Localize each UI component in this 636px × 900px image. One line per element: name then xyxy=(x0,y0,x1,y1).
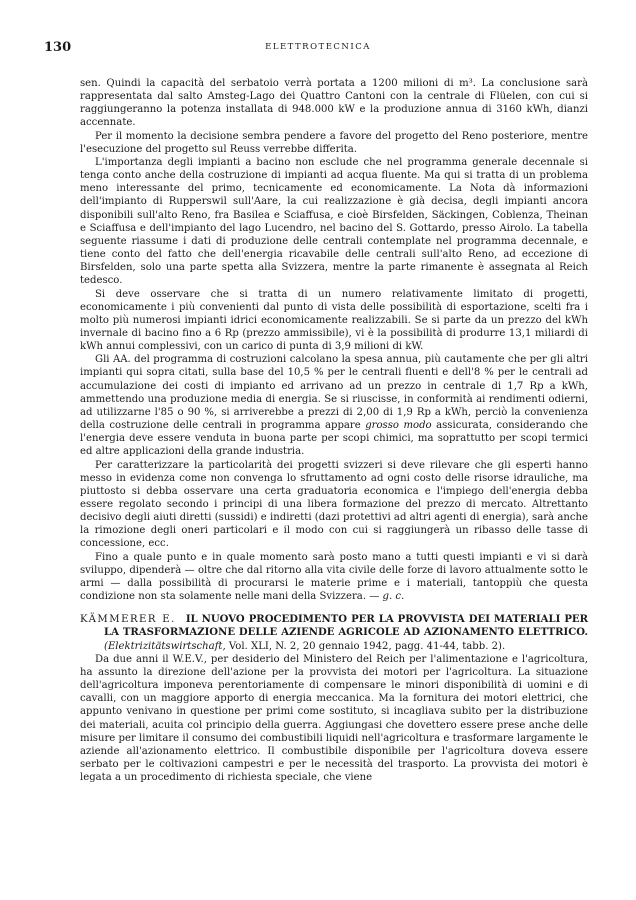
abstract-entry xyxy=(80,613,588,784)
article-body xyxy=(80,77,588,784)
running-title: ELETTROTECNICA xyxy=(265,42,371,52)
paragraph xyxy=(80,353,588,458)
paragraph: Per caratterizzare la particolarità dei progetti svizzeri si deve rilevare che gli esperti hanno messo in evidenza come non convenga lo sfruttamento ad ogni costo delle risorse idrauliche, ma piuttosto si debba osservare una certa graduatoria economica e l'impiego dell'energia debba essere regolato secondo i principi di una libera formazione del prezzo di mercato. Altrettanto decisivo degli aiuti diretti (sussidi) e indiretti (dazi protettivi ad altri agenti di energia), sarà anche la rimozione degli oneri particolari e il modo con cui si raggiungerà un ribasso delle tasse di concessione, ecc. xyxy=(80,459,588,550)
paragraph: Si deve osservare che si tratta di un numero relativamente limitato di progetti, economicamente i più convenienti dal punto di vista delle possibilità di esportazione, scelti fra i molto più numerosi impianti idrici economicamente realizzabili. Se si parte da un prezzo del kWh invernale di bacino fino a 6 Rp (prezzo ammissibile), vi è la possibilità di produrre 13,1 miliardi di kWh annui complessivi, con un carico di punta di 3,9 milioni di kW. xyxy=(80,288,588,353)
paragraph-text: Gli AA. del programma di costruzioni calcolano la spesa annua, più cautamente che per gli altri impianti qui sopra citati, sulla base del 10,5 % per le centrali fluenti e dell'8 % per le centrali ad accumulazione dei costi di impianto ed arrivano ad un prezzo in centrale di 1,7 Rp a kWh, ammettendo una produzione media di energia. Se si riuscisse, in conformità ai rendimenti odierni, ad utilizzarne l'85 o 90 %, si arriverebbe a prezzi di 2,00 di 1,9 Rp a kWh, perciò la convenienza della costruzione delle centrali in programma appare xyxy=(80,354,588,432)
paragraph-text: assicurata, considerando che l'energia deve essere venduta in buona parte per scopi chimici, ma soprattutto per scopi termici ed altre applicazioni della grande industria. xyxy=(80,420,588,458)
entry-author: KÄMMERER E. xyxy=(80,614,176,626)
entry-body: Da due anni il W.E.V., per desiderio del Ministero del Reich per l'alimentazione e l'agricoltura, ha assunto la direzione dell'azione per la provvista dei motori per l'agricoltura. La situazione dell'agricoltura imponeva perentoriamente di compensare le minori disponibilità di uomini e di cavalli, con un maggiore apporto di energia meccanica. Ma la fornitura dei motori elettrici, che appunto venivano in questione per primi come sostituto, si incagliava subito per la distribuzione dei materiali, acuita col principio della guerra. Aggiungasi che dovettero essere prese anche delle misure per limitare il consumo dei combustibili liquidi nell'agricoltura e trasformare largamente le aziende all'azionamento elettrico. Il combustibile disponibile per l'agricoltura doveva essere serbato per le coltivazioni campestri e per le necessità del trasporto. La provvista dei motori è legata a un procedimento di richiesta speciale, che viene xyxy=(80,653,588,784)
entry-title: IL NUOVO PROCEDIMENTO PER LA PROVVISTA DEI MATERIALI PER LA TRASFORMAZIONE DELLE AZIENDE AGRICOLE AD AZIONAMENTO ELETTRICO. xyxy=(104,614,588,639)
paragraph xyxy=(80,551,588,604)
entry-details: Vol. XLI, N. 2, 20 gennaio 1942, pagg. 41-44, tabb. 2). xyxy=(228,640,506,652)
emphasis-text: grosso modo xyxy=(365,420,432,432)
page-header xyxy=(0,40,636,56)
entry-heading xyxy=(80,613,588,652)
paragraph: L'importanza degli impianti a bacino non esclude che nel programma generale decennale si tenga conto anche della costruzione di impianti ad acqua fluente. Ma qui si tratta di un problema meno interessante del primo, tecnicamente ed economicamente. La Nota dà informazioni dell'impianto di Rupperswil sull'Aare, la cui realizzazione è già decisa, degli impianti ancora disponibili sull'alto Reno, fra Basilea e Sciaffusa, e cioè Birsfelden, Säckingen, Coblenza, Theinan e Sciaffusa e dell'impianto del lago Lucendro, nel bacino del S. Gottardo, presso Airolo. La tabella seguente riassume i dati di produzione delle centrali contemplate nel programma decennale, e tiene conto del fatto che dell'energia ricavabile delle centrali sull'alto Reno, ad eccezione di Birsfelden, solo una parte spetta alla Svizzera, mentre la parte rimanente è assegnata al Reich tedesco. xyxy=(80,156,588,287)
page-number: 130 xyxy=(44,40,72,55)
entry-journal: (Elektrizitätswirtschaft, xyxy=(104,640,226,652)
paragraph-text: Fino a quale punto e in quale momento sarà posto mano a tutti questi impianti e vi si darà sviluppo, dipenderà — oltre che dal ritorno alla vita civile delle forze di lavoro attualmente sotto le armi — dalla possibilità di procurarsi le materie prime e i materiali, tantoppiù che questa condizione non sta solamente nelle mani della Svizzera. xyxy=(80,551,588,603)
paragraph: Per il momento la decisione sembra pendere a favore del progetto del Reno posteriore, mentre l'esecuzione del progetto sul Reuss verrebbe differita. xyxy=(80,130,588,155)
author-signature: — g. c. xyxy=(369,591,405,603)
paragraph: sen. Quindi la capacità del serbatoio verrà portata a 1200 milioni di m³. La conclusione sarà rappresentata dal salto Amsteg-Lago dei Quattro Cantoni con la centrale di Flüelen, con cui si raggiungeranno la potenza installata di 948.000 kW e la produzione annua di 3160 kWh, dianzi accennate. xyxy=(80,78,588,129)
